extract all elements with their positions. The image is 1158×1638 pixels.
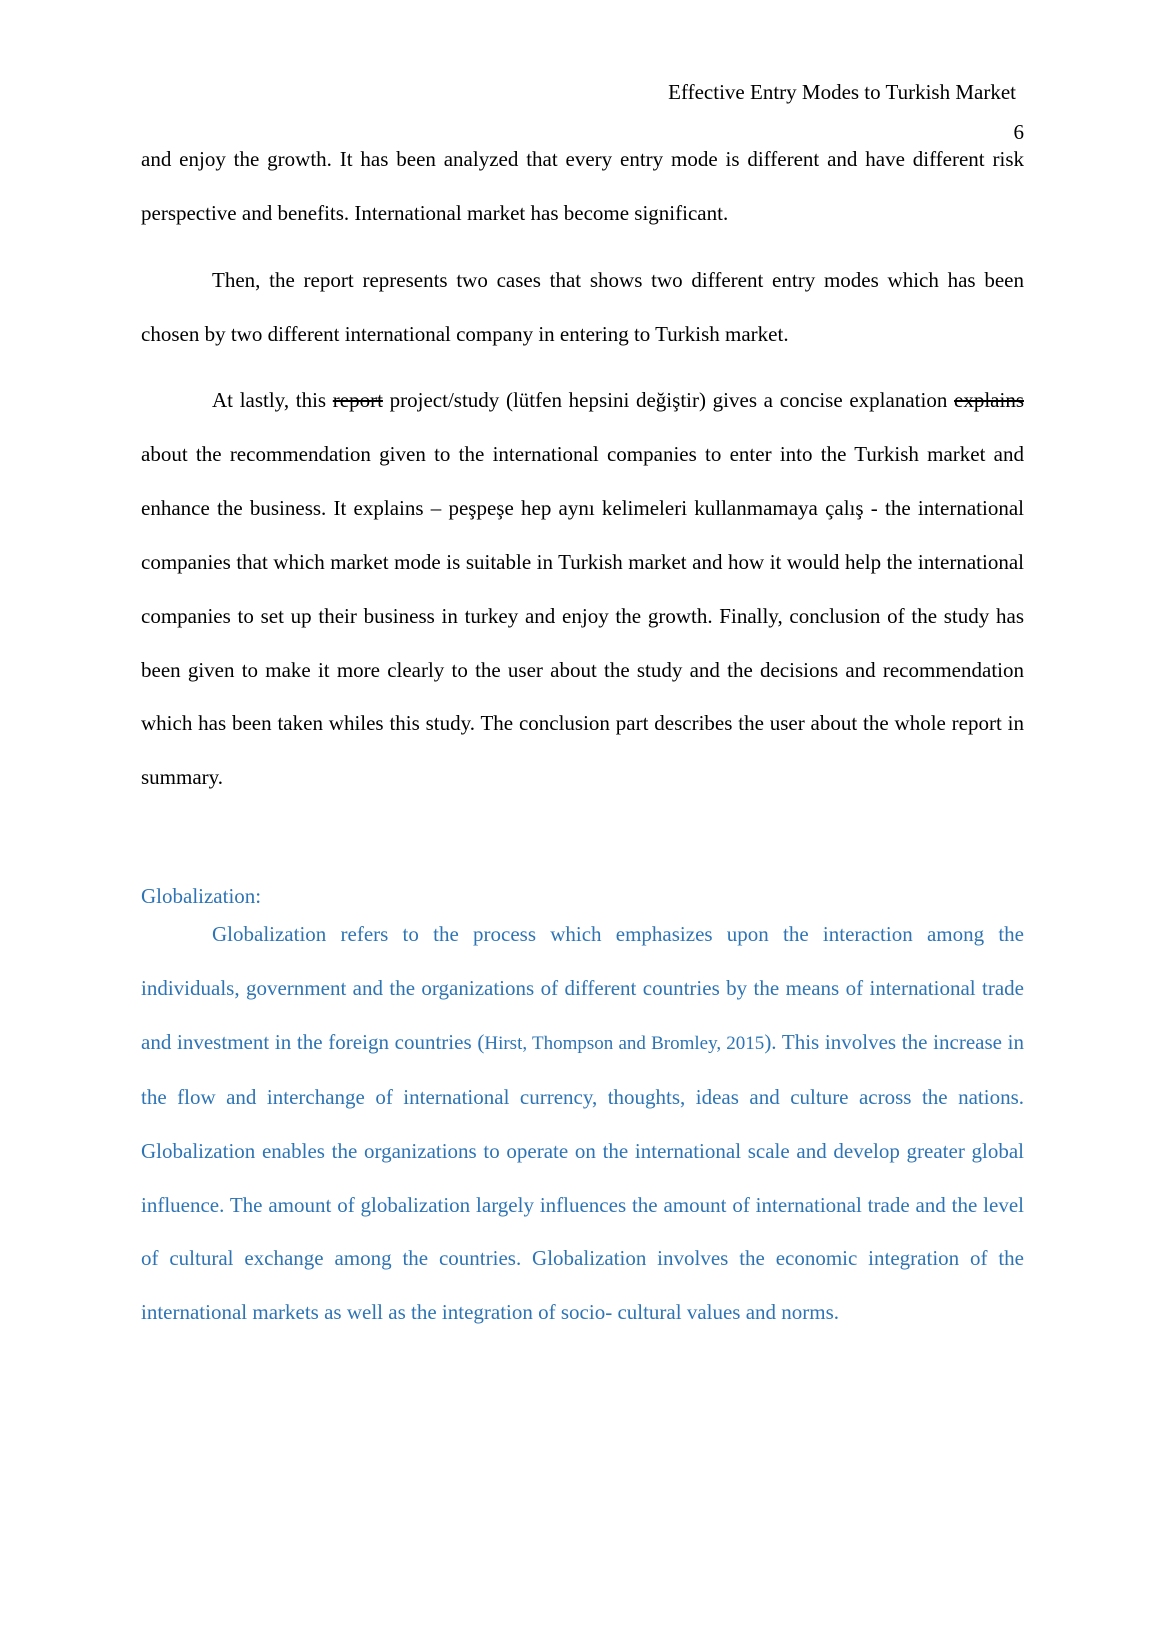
paragraph-2-text: Then, the report represents two cases that shows two different entry modes which has been chosen by two different international company in entering to Turkish market. bbox=[141, 268, 1024, 346]
paragraph-3-segment-2: project/study (lütfen hepsini değiştir) gives a concise explanation bbox=[382, 388, 955, 412]
paragraph-3-segment-1: At lastly, this bbox=[212, 388, 333, 412]
paragraph-globalization bbox=[141, 908, 1024, 1340]
tracked-deletion-explains: explains bbox=[954, 388, 1024, 412]
globalization-segment-1: Globalization refers to the process which emphasizes upon the interaction among the individuals, government and the organizations of different countries by the means of international trade and investment in the foreign countries ( bbox=[141, 922, 1024, 1054]
paragraph-summary bbox=[141, 374, 1024, 805]
globalization-segment-2: ). This involves the increase in the flow and interchange of international currency, thoughts, ideas and culture across the nations. Globalization enables the organizations to operate on the international scale and develop greater global influence. The amount of globalization largely influences the amount of international trade and the level of cultural exchange among the countries. Globalization involves the economic integration of the international markets as well as the integration of socio- cultural values and norms. bbox=[141, 1029, 1024, 1325]
page-number: 6 bbox=[1013, 120, 1024, 144]
section-heading-globalization: Globalization: bbox=[141, 884, 262, 908]
paragraph-continuation bbox=[141, 133, 1024, 241]
paragraph-3-segment-3: about the recommendation given to the international companies to enter into the Turkish market and enhance the business. It explains – peşpeşe hep aynı kelimeleri kullanmamaya çalış - the international companies that which market mode is suitable in Turkish market and how it would help the international companies to set up their business in turkey and enjoy the growth. Finally, conclusion of the study has been given to make it more clearly to the user about the study and the decisions and recommendation which has been taken whiles this study. The conclusion part describes the user about the whole report in summary. bbox=[141, 441, 1024, 790]
tracked-deletion-report: report bbox=[332, 388, 383, 412]
paragraph-cases bbox=[141, 254, 1024, 362]
citation: Hirst, Thompson and Bromley, 2015 bbox=[484, 1032, 765, 1054]
paragraph-3-text bbox=[141, 374, 1024, 805]
running-header-title: Effective Entry Modes to Turkish Market bbox=[668, 80, 1016, 104]
globalization-text bbox=[141, 908, 1024, 1340]
paragraph-1-text: and enjoy the growth. It has been analyzed that every entry mode is different and have different risk perspective and benefits. International market has become significant. bbox=[141, 147, 1024, 225]
